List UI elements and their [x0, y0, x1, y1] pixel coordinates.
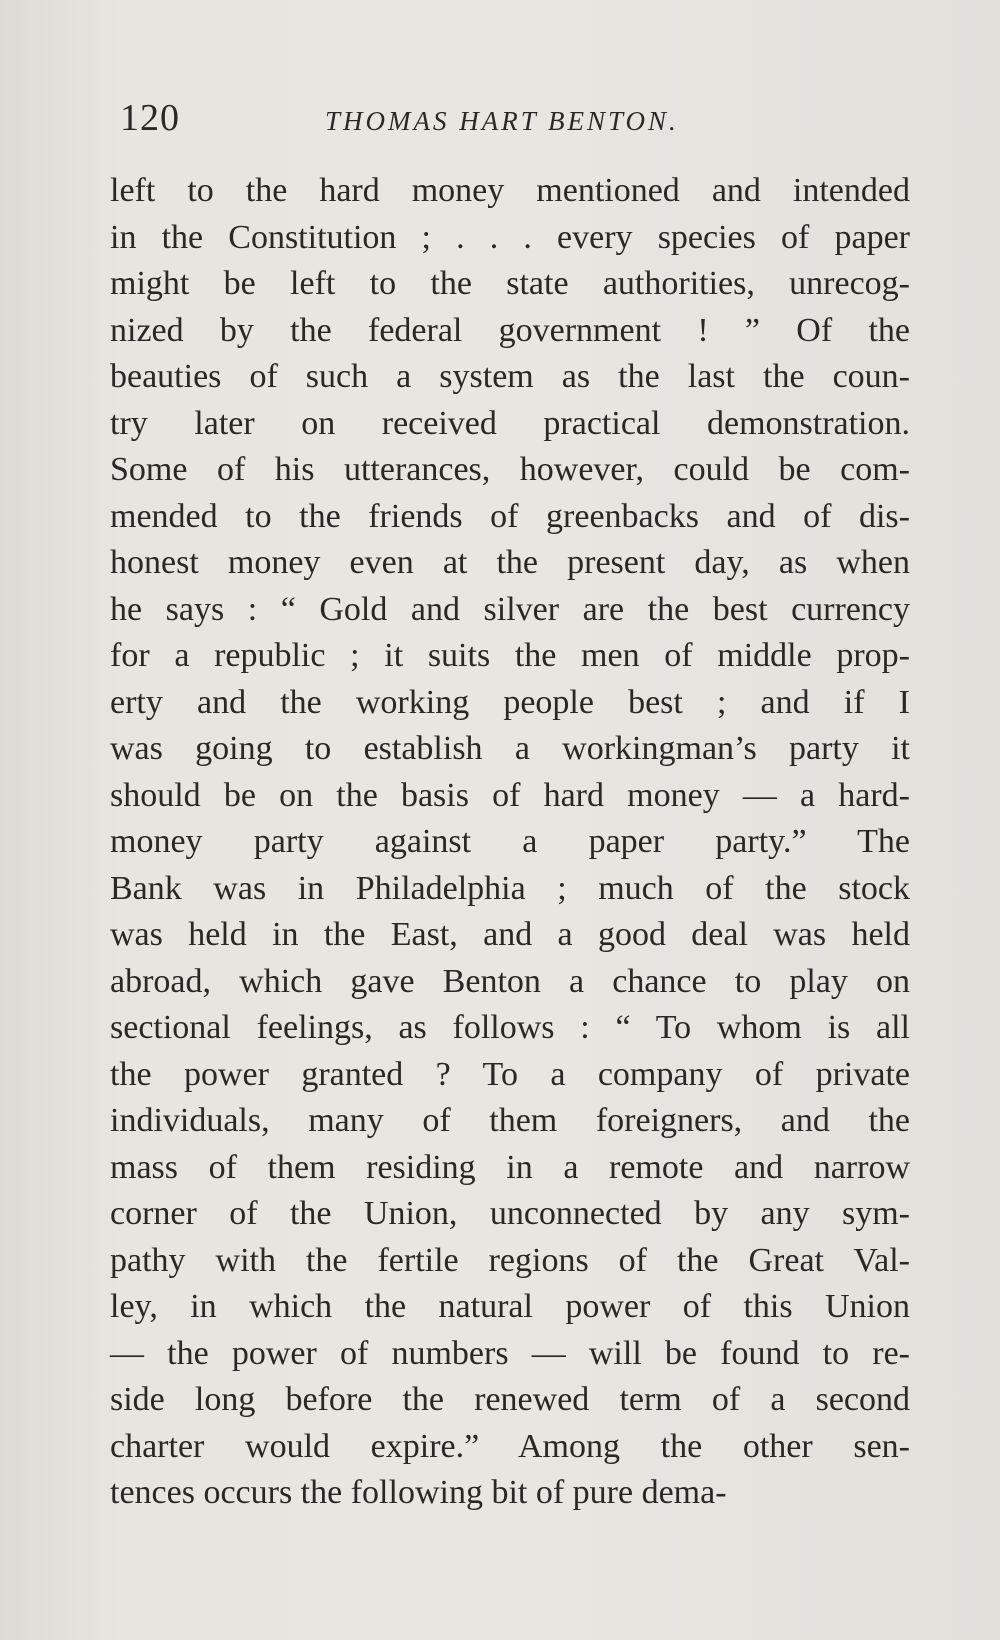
text-line: left to the hard money mentioned and intended: [110, 172, 910, 209]
text-line: tences occurs the following bit of pure dema-: [110, 1474, 727, 1511]
running-head: THOMAS HART BENTON.: [325, 106, 679, 136]
text-line: sectional feelings, as follows : “ To whom is all: [110, 1009, 910, 1046]
text-line: erty and the working people best ; and if I: [110, 683, 910, 721]
text-line: might be left to the state authorities, unrecog-: [110, 265, 910, 302]
page-header: [120, 96, 880, 146]
text-line: side long before the renewed term of a second: [110, 1381, 910, 1418]
text-line: should be on the basis of hard money — a hard-: [110, 776, 910, 814]
text-line: charter would expire.” Among the other sen-: [110, 1427, 910, 1465]
text-line: abroad, which gave Benton a chance to play on: [110, 962, 910, 1000]
text-line: in the Constitution ; . . . every species of paper: [110, 218, 910, 256]
body-text: [110, 168, 910, 1517]
text-line: the power granted ? To a company of private: [110, 1055, 910, 1093]
text-line: mended to the friends of greenbacks and of dis-: [110, 497, 910, 535]
text-line: for a republic ; it suits the men of middle prop-: [110, 637, 910, 674]
text-line: Bank was in Philadelphia ; much of the stock: [110, 869, 910, 907]
text-line: money party against a paper party.” The: [110, 823, 910, 860]
text-line: was going to establish a workingman’s party it: [110, 730, 910, 767]
text-line: nized by the federal government ! ” Of the: [110, 311, 910, 349]
text-line: honest money even at the present day, as when: [110, 544, 910, 581]
text-line: he says : “ Gold and silver are the best currency: [110, 590, 910, 628]
text-line: Some of his utterances, however, could be com-: [110, 451, 910, 488]
text-line: corner of the Union, unconnected by any sym-: [110, 1195, 910, 1232]
text-line: — the power of numbers — will be found to re-: [110, 1334, 910, 1372]
text-line: ley, in which the natural power of this Union: [110, 1288, 910, 1325]
page-number: 120: [120, 97, 180, 139]
text-line: was held in the East, and a good deal was held: [110, 916, 910, 953]
text-line: try later on received practical demonstration.: [110, 404, 910, 442]
text-line: mass of them residing in a remote and narrow: [110, 1148, 910, 1186]
text-line: pathy with the fertile regions of the Great Val-: [110, 1241, 910, 1279]
text-line: individuals, many of them foreigners, and the: [110, 1102, 910, 1139]
text-line: beauties of such a system as the last the coun-: [110, 358, 910, 395]
